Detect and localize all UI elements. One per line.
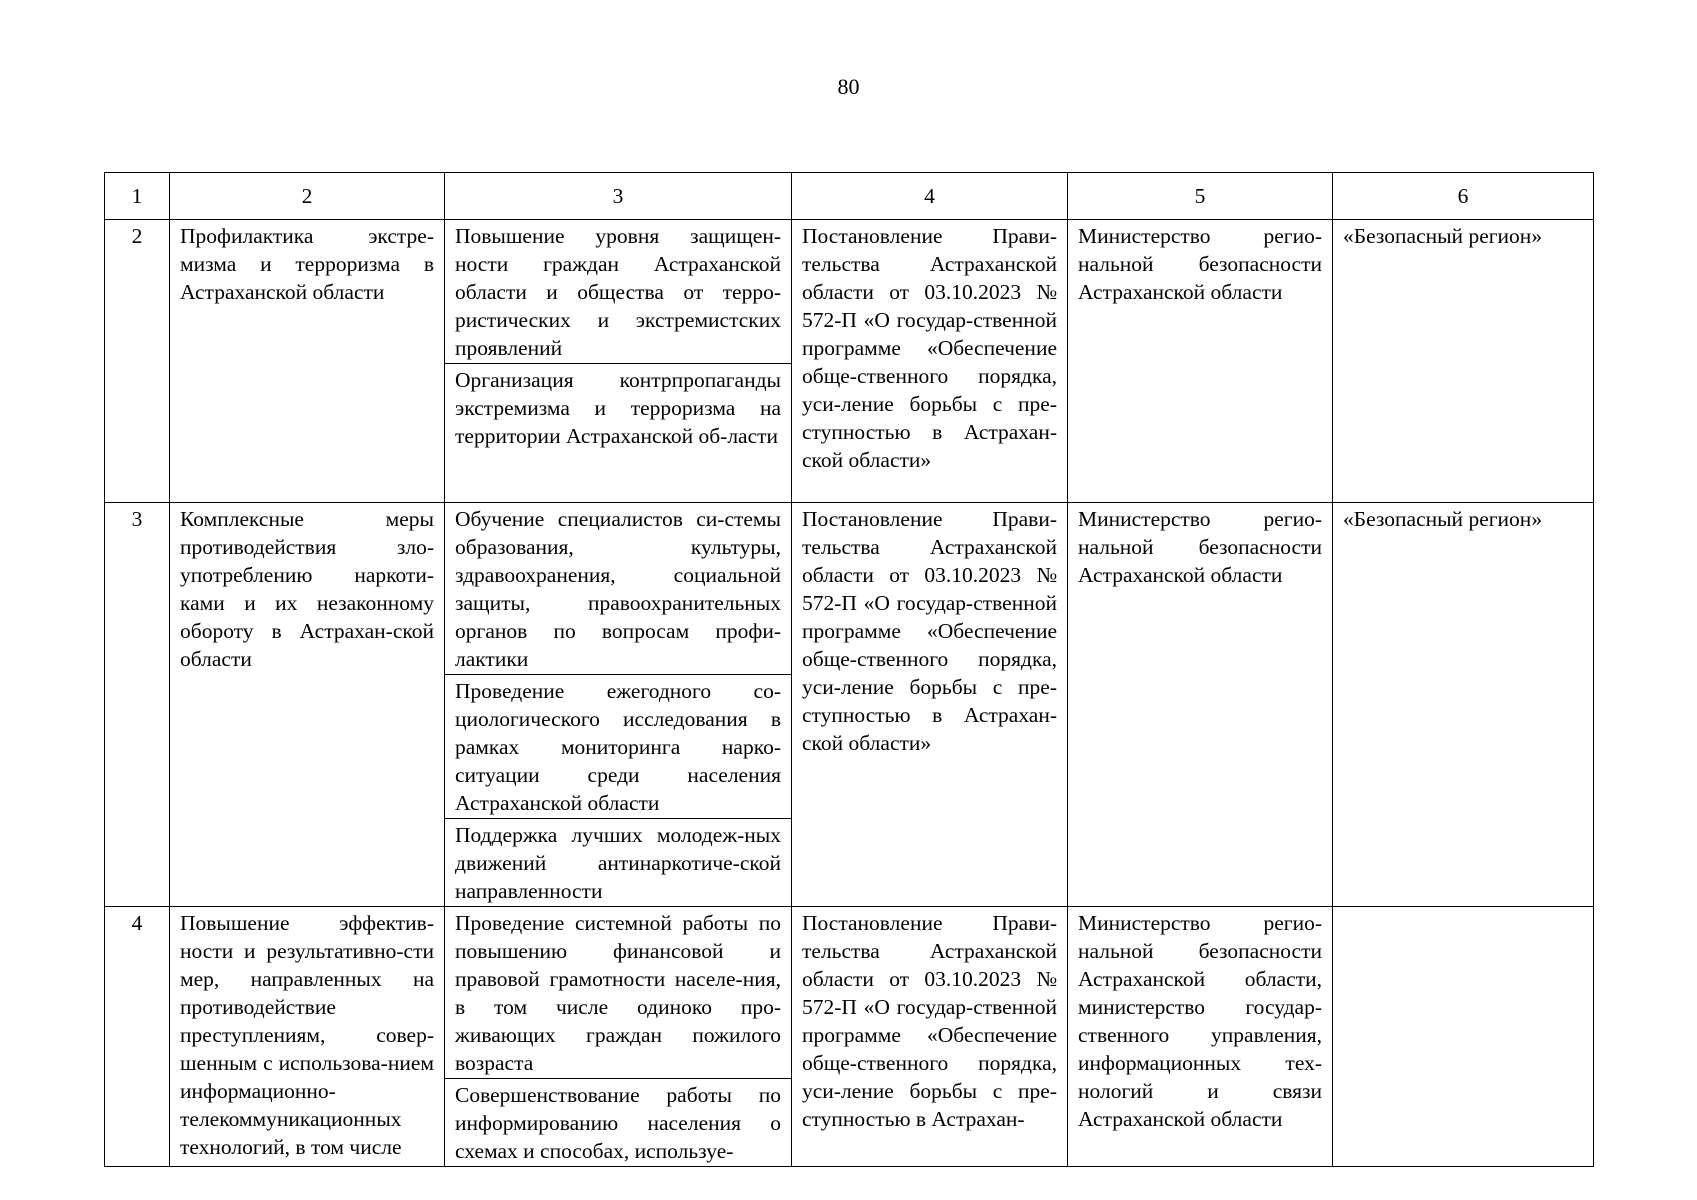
row-number-cell: 3	[105, 503, 170, 907]
header-cell: 6	[1333, 173, 1594, 220]
task-item: Повышение уровня защищен-ности граждан Астраханской области и общества от терро-ристических и экстремистских проявлений	[455, 224, 781, 360]
task-item: Совершенствование работы по информированию населения о схемах и способах, используе-	[445, 1078, 791, 1166]
table-row	[105, 907, 1594, 1167]
tasks-cell	[445, 503, 792, 907]
program-name-cell: Профилактика экстре-мизма и терроризма в Астраханской области	[170, 220, 445, 503]
program-name-cell: Повышение эффектив-ности и результативно-сти мер, направленных на противодействие преступлениям, совер-шенным с использова-нием информационно-телекоммуникационных технологий, в том числе	[170, 907, 445, 1167]
table-row	[105, 503, 1594, 907]
task-item: Обучение специалистов си-стемы образования, культуры, здравоохранения, социальной защиты, правоохранительных органов по вопросам профи-лактики	[455, 507, 781, 671]
table-header-row	[105, 173, 1594, 220]
legal-act-cell: Постановление Прави-тельства Астраханской области от 03.10.2023 № 572-П «О государ-ственной программе «Обеспечение обще-ственного порядка, уси-ление борьбы с пре-ступностью в Астрахан-	[792, 907, 1068, 1167]
project-cell: «Безопасный регион»	[1333, 503, 1594, 907]
responsible-cell: Министерство регио-нальной безопасности Астраханской области	[1068, 503, 1333, 907]
project-cell: «Безопасный регион»	[1333, 220, 1594, 503]
responsible-cell: Министерство регио-нальной безопасности Астраханской области, министерство государ-ственного управления, информационных тех-нологий и связи Астраханской области	[1068, 907, 1333, 1167]
tasks-cell	[445, 220, 792, 503]
task-item: Проведение ежегодного со-циологического исследования в рамках мониторинга нарко-ситуации среди населения Астраханской области	[445, 674, 791, 818]
table-row	[105, 220, 1594, 503]
tasks-cell	[445, 907, 792, 1167]
task-item: Организация контрпропаганды экстремизма и терроризма на территории Астраханской об-ласти	[445, 363, 791, 451]
header-cell: 4	[792, 173, 1068, 220]
legal-act-cell: Постановление Прави-тельства Астраханской области от 03.10.2023 № 572-П «О государ-ственной программе «Обеспечение обще-ственного порядка, уси-ление борьбы с пре-ступностью в Астрахан-ской области»	[792, 220, 1068, 503]
program-name-cell: Комплексные меры противодействия зло-употреблению наркоти-ками и их незаконному обороту в Астрахан-ской области	[170, 503, 445, 907]
responsible-cell: Министерство регио-нальной безопасности Астраханской области	[1068, 220, 1333, 503]
header-cell: 1	[105, 173, 170, 220]
header-cell: 3	[445, 173, 792, 220]
task-item: Поддержка лучших молодеж-ных движений антинаркотиче-ской направленности	[445, 818, 791, 906]
project-cell	[1333, 907, 1594, 1167]
row-number-cell: 4	[105, 907, 170, 1167]
legal-act-cell: Постановление Прави-тельства Астраханской области от 03.10.2023 № 572-П «О государ-ственной программе «Обеспечение обще-ственного порядка, уси-ление борьбы с пре-ступностью в Астрахан-ской области»	[792, 503, 1068, 907]
row-number-cell: 2	[105, 220, 170, 503]
header-cell: 5	[1068, 173, 1333, 220]
task-item: Проведение системной работы по повышению финансовой и правовой грамотности населе-ния, в том числе одиноко про-живающих граждан пожилого возраста	[455, 911, 781, 1075]
header-cell: 2	[170, 173, 445, 220]
program-table	[104, 172, 1594, 1167]
page-number: 80	[837, 74, 860, 99]
